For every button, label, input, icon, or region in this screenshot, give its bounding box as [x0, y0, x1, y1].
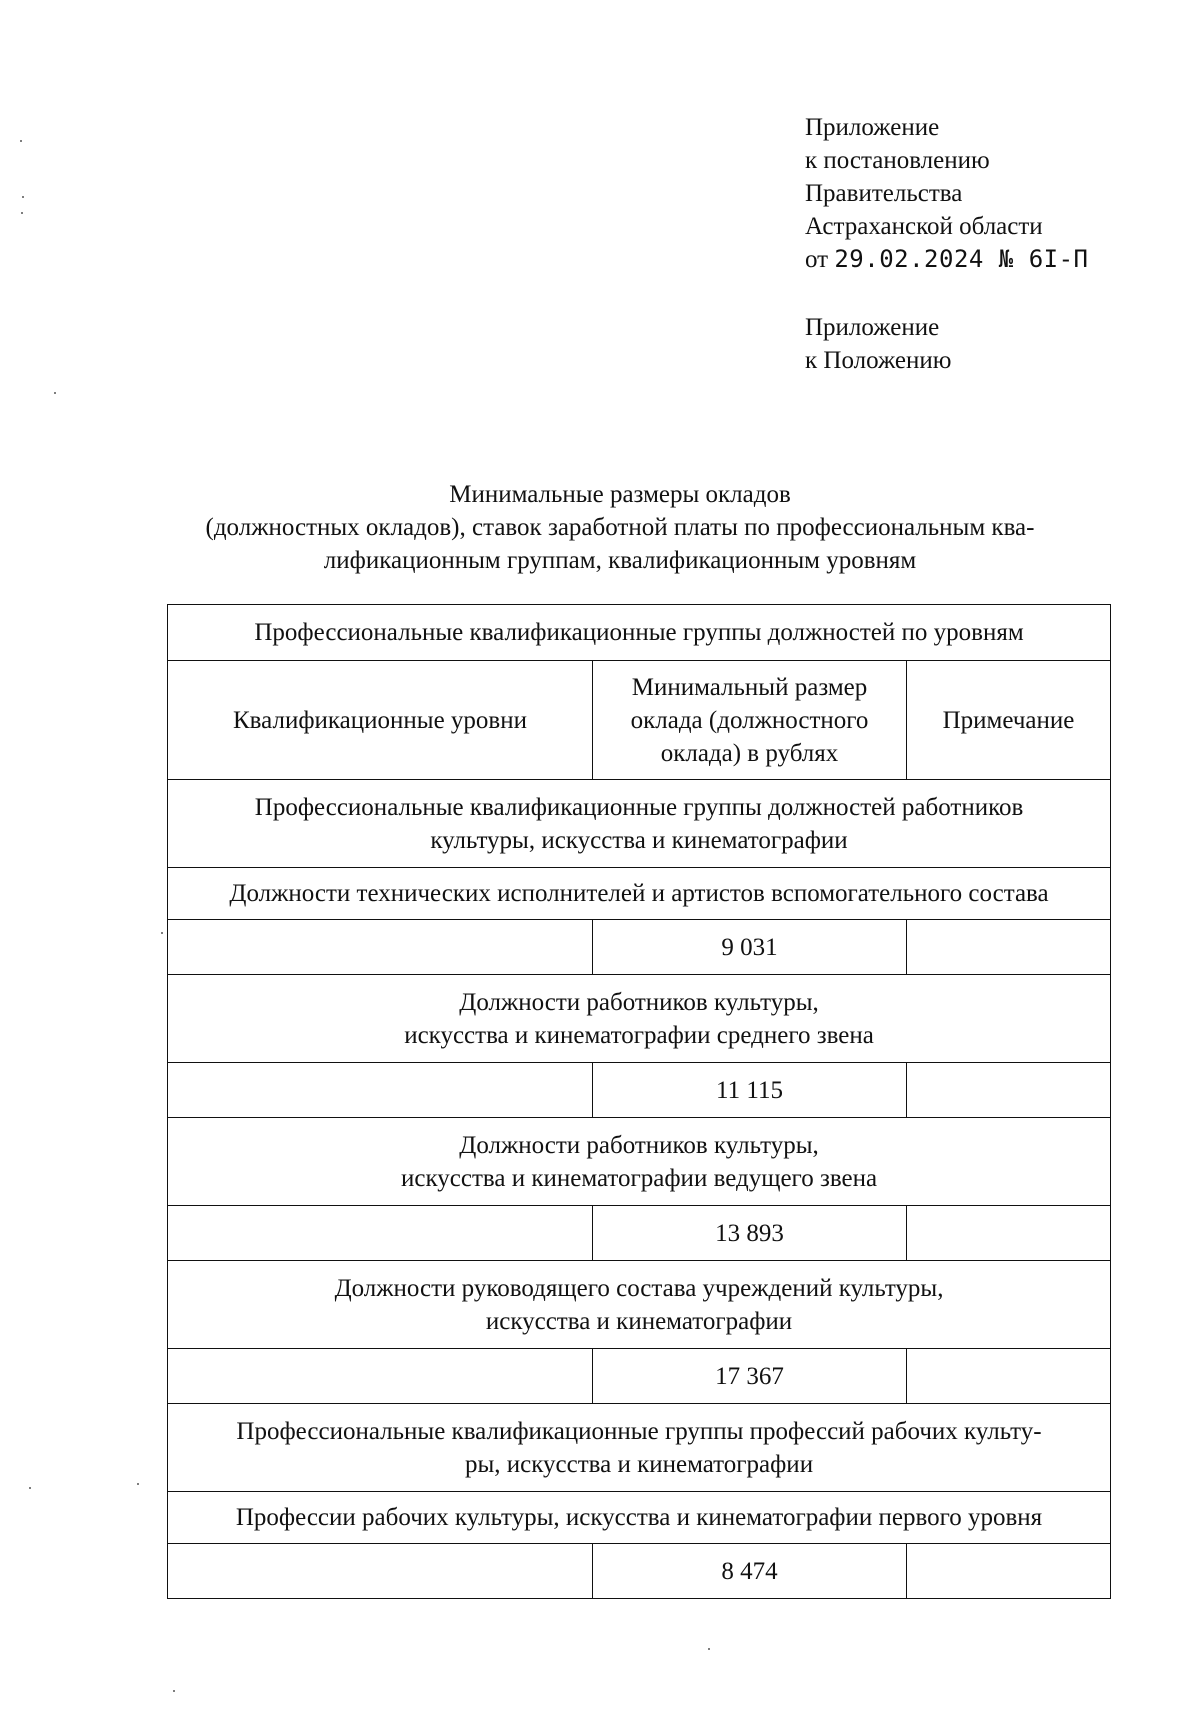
salary-cell: [593, 920, 907, 975]
group-line: ры, искусства и кинематографии: [464, 1450, 814, 1478]
appendix-resolution-block: [805, 111, 1089, 276]
subgroup-line: Должности работников культуры,: [459, 1131, 819, 1159]
salary-cell: [593, 1349, 907, 1404]
subgroup-line: искусства и кинематографии ведущего звена: [400, 1164, 878, 1192]
appendix-line: к Положению: [805, 347, 952, 374]
date-prefix: от: [805, 246, 829, 273]
column-header-salary-line: Минимальный размер: [631, 673, 868, 701]
appendix-line: Астраханской области: [805, 213, 1043, 240]
group-line: Профессиональные квалификационные группы профессий рабочих культу-: [236, 1417, 1042, 1445]
appendix-line: к постановлению: [805, 147, 990, 174]
note-cell: [907, 1206, 1111, 1261]
level-cell: [168, 1349, 593, 1404]
subgroup-line: искусства и кинематографии среднего звена: [404, 1021, 874, 1049]
group-cell: [168, 1404, 1111, 1492]
document-title: [120, 478, 1120, 577]
salary-cell: [593, 1206, 907, 1261]
scan-speck: [21, 212, 23, 214]
column-header-salary: [593, 661, 907, 780]
level-cell: [168, 1063, 593, 1118]
subgroup-row-workers-first: [168, 1492, 1111, 1544]
group-line: Профессиональные квалификационные группы должностей работников: [254, 793, 1024, 821]
column-header-note-text: Примечание: [942, 706, 1075, 734]
subgroup-cell: [168, 1118, 1111, 1206]
scan-speck: [22, 196, 24, 198]
table-header-text: Профессиональные квалификационные группы должностей по уровням: [254, 619, 1024, 646]
title-line: (должностных окладов), ставок заработной платы по профессиональным ква-: [205, 514, 1035, 541]
subgroup-line: искусства и кинематографии: [485, 1307, 793, 1335]
resolution-date-line: [805, 243, 1089, 276]
resolution-date-number: 29.02.2024 № 6I-П: [834, 245, 1089, 273]
appendix-line: Правительства: [805, 180, 963, 207]
level-cell: [168, 1544, 593, 1599]
subgroup-row-middle: [168, 975, 1111, 1063]
title-line: Минимальные размеры окладов: [449, 481, 791, 508]
table-row: [168, 1544, 1111, 1599]
table-row: [168, 1063, 1111, 1118]
group-cell: [168, 780, 1111, 868]
subgroup-line: Должности руководящего состава учреждений культуры,: [334, 1274, 944, 1302]
subgroup-cell: [168, 868, 1111, 920]
salary-value: 17 367: [715, 1362, 784, 1390]
scan-speck: [54, 392, 56, 394]
column-header-note: [907, 661, 1111, 780]
note-cell: [907, 1349, 1111, 1404]
salary-value: 9 031: [721, 933, 778, 961]
level-cell: [168, 920, 593, 975]
note-cell: [907, 920, 1111, 975]
subgroup-row-management: [168, 1261, 1111, 1349]
scan-speck: [20, 140, 22, 142]
subgroup-row-technical: [168, 868, 1111, 920]
scan-speck: [137, 1483, 139, 1485]
scan-speck: [708, 1648, 710, 1650]
note-cell: [907, 1544, 1111, 1599]
group-line: культуры, искусства и кинематографии: [430, 826, 848, 854]
subgroup-line: Должности работников культуры,: [459, 988, 819, 1016]
appendix-line: Приложение: [805, 114, 940, 141]
title-line: лификационным группам, квалификационным уровням: [323, 547, 917, 574]
column-header-level: [168, 661, 593, 780]
subgroup-text: Должности технических исполнителей и артистов вспомогательного состава: [229, 880, 1049, 907]
salary-cell: [593, 1063, 907, 1118]
salary-value: 8 474: [721, 1557, 778, 1585]
table-header-row: [168, 605, 1111, 661]
column-header-salary-line: оклада) в рублях: [660, 739, 839, 767]
level-cell: [168, 1206, 593, 1261]
note-cell: [907, 1063, 1111, 1118]
appendix-line: Приложение: [805, 314, 940, 341]
table-header-cell: [168, 605, 1111, 661]
table-row: [168, 1206, 1111, 1261]
appendix-regulation-block: [805, 311, 951, 377]
group-row-culture: [168, 780, 1111, 868]
salary-cell: [593, 1544, 907, 1599]
column-header-level-text: Квалификационные уровни: [233, 706, 527, 734]
salary-value: 11 115: [716, 1076, 783, 1104]
scan-speck: [29, 1487, 31, 1489]
scan-speck: [161, 932, 163, 934]
group-row-workers: [168, 1404, 1111, 1492]
salary-value: 13 893: [715, 1219, 784, 1247]
column-header-salary-line: оклада (должностного: [630, 706, 869, 734]
subgroup-row-leading: [168, 1118, 1111, 1206]
subgroup-text: Профессии рабочих культуры, искусства и кинематографии первого уровня: [235, 1504, 1043, 1531]
column-header-row: [168, 661, 1111, 780]
salary-table: [167, 604, 1111, 1599]
scan-speck: [173, 1690, 175, 1692]
subgroup-cell: [168, 975, 1111, 1063]
subgroup-cell: [168, 1261, 1111, 1349]
table-row: [168, 1349, 1111, 1404]
table-row: [168, 920, 1111, 975]
subgroup-cell: [168, 1492, 1111, 1544]
